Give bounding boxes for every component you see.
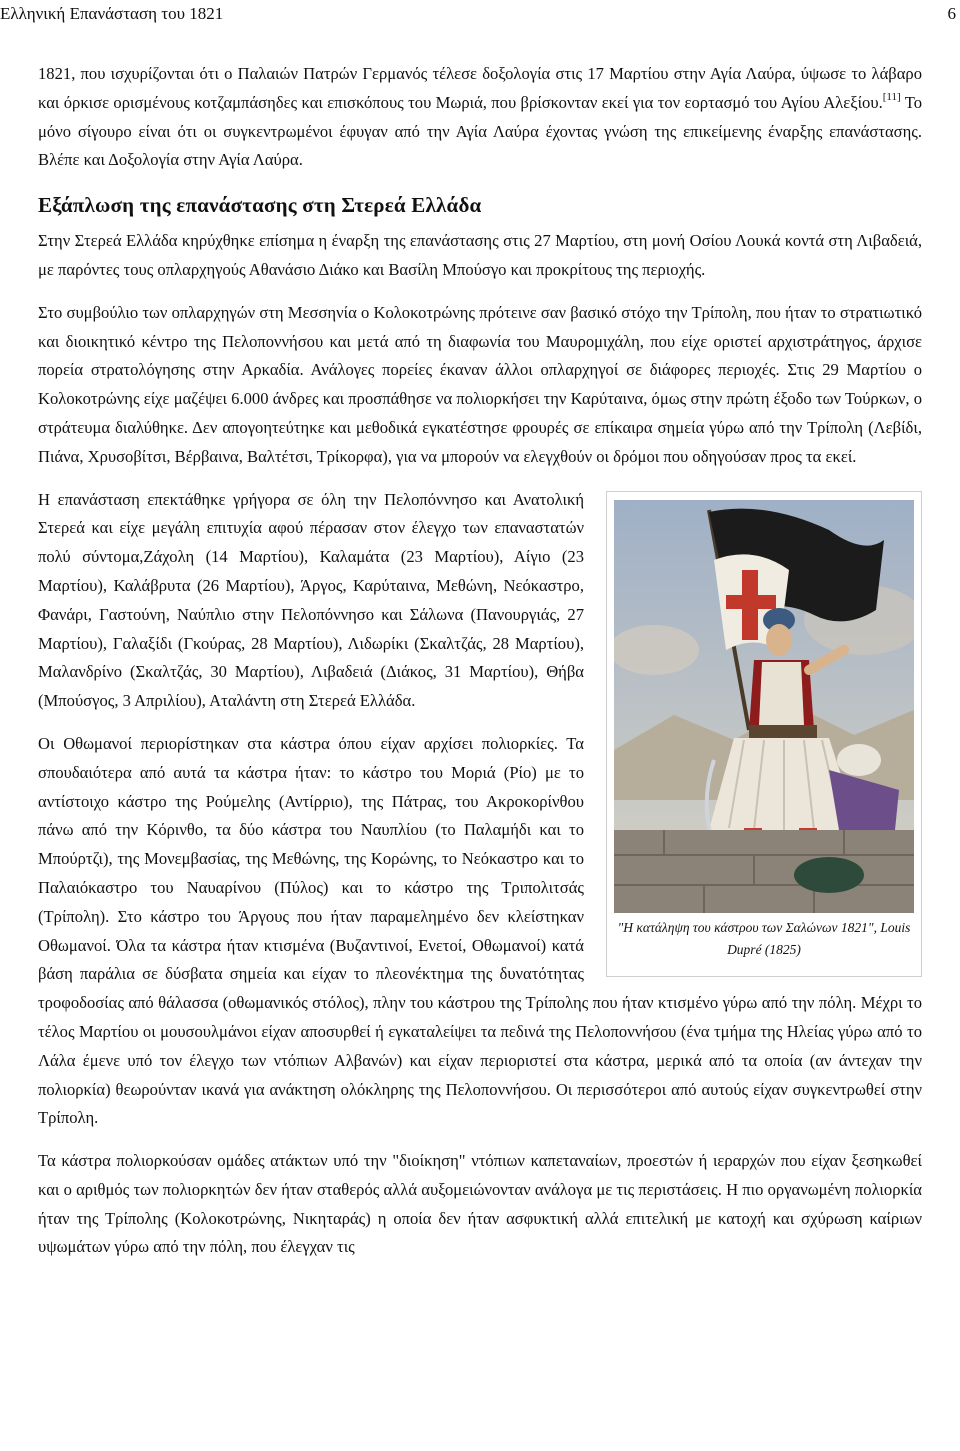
paragraph-castles: Οι Οθωμανοί περιορίστηκαν στα κάστρα όπου είχαν αρχίσει πολιορκίες. Τα σπουδαιότερα από αυτά τα κάστρα ήταν: το κάστρο του Μοριά (Ρίο) με το αντίστοιχο κάστρο της Ρούμελης (Αντίρριο), της Πάτρας, του Ακροκορίνθου πάνω από την Κόρινθο, τα δύο κάστρα του Ναυπλίου (το Παλαμήδι και το Μπούρτζι), της Μονεμβασίας, της Μεθώνης, της Κορώνης, το Νεόκαστρο και το Παλαιόκαστρο του Ναυαρίνου (Πύλος) και το κάστρο της Τριπολιτσάς (Τρίπολη). Στο κάστρο του Άργους που ήταν παραμελημένο δεν κλείστηκαν Οθωμανοί. Όλα τα κάστρα ήταν κτισμένα (Βυζαντινοί, Ενετοί, Οθωμανοί) κατά βάση παράλια σε δύσβατα σημεία και είχαν το πλεονέκτημα της δυνατότητας τροφοδοσίας από θάλασσα (οθωμανικός στόλος), πλην του κάστρου της Τρίπολης που ήταν κτισμένο γύρω από την πόλη. Μέχρι το τέλος Μαρτίου οι μουσουλμάνοι είχαν αποσυρθεί ή εγκαταλείψει τα πεδινά της Πελοποννήσου (ένα τμήμα της Ηλείας γύρω από το Λάλα έμενε υπό τον έλεγχο των ντόπιων Αλβανών) και είχαν περιοριστεί στα κάστρα, μερικά από τα οποία (αν άντεχαν την πολιορκία) θεωρούνταν ικανά για ανάκτηση ολόκληρης της Πελοποννήσου. Οι περισσότεροι από αυτούς είχαν συγκεντρωθεί στην Τρίπολη. (38, 733, 922, 1128)
reference-link[interactable]: [11] (882, 91, 901, 104)
article-body (38, 60, 922, 1276)
page-header (0, 0, 960, 28)
paragraph-sieges: Τα κάστρα πολιορκούσαν ομάδες ατάκτων υπό την "διοίκηση" ντόπιων καπεταναίων, προεστών ή ιεραρχών που είχαν ξεσηκωθεί και ο αριθμός των πολιορκητών δεν ήταν σταθερός αλλά αυξομειώνονταν ανάλογα με τις περιστάσεις. Η πιο οργανωμένη πολιορκία ήταν της Τρίπολης (Κολοκοτρώνης, Νικηταράς) η οποία δεν ήταν ασφυκτική αλλά επιτελική με κατοχή και σχύρωση καίριων υψωμάτων γύρω από την πόλη, που έλεγχαν τις (38, 1151, 922, 1257)
paragraph-council: Στο συμβούλιο των οπλαρχηγών στη Μεσσηνία ο Κολοκοτρώνης πρότεινε σαν βασικό στόχο την Τρίπολη, που ήταν το στρατιωτικό και διοικητικό κέντρο της Πελοποννήσου και μετά από τη διαφωνία του Μαυρομιχάλη, που είχε οριστεί αρχιστράτηγος, άρχισε πορεία στρατολόγησης στην Αρκαδία. Ανάλογες πορείες έκαναν άλλοι οπλαρχηγοί σε διάφορες περιοχές. Στις 29 Μαρτίου ο Κολοκοτρώνης είχε μαζέψει 6.000 άνδρες και προσπάθησε να πολιορκήσει την Καρύταινα, όμως στην πρώτη έξοδο των Τούρκων, ο στράτευμα διαλύθηκε. Δεν απογοητεύτηκε και μεθοδικά εγκατέστησε φρουρές σε επίκαιρα σημεία γύρω από την Τρίπολη (Λεβίδι, Πιάνα, Χρυσοβίτσι, Βέρβαινα, Βαλτέτσι, Τρίκορφα), για να μπορούν να ελεγχθούν οι δρόμοι που οδηγούσαν προς τα εκεί. (38, 302, 922, 466)
page-number: 6 (947, 4, 956, 23)
section-heading: Εξάπλωση της επανάστασης στη Στερεά Ελλάδα (38, 193, 482, 218)
figure (606, 491, 922, 977)
running-title: Ελληνική Επανάσταση του 1821 (0, 4, 224, 23)
paragraph-intro-text-a: 1821, που ισχυρίζονται ότι ο Παλαιών Πατρών Γερμανός τέλεσε δοξολογία στις 17 Μαρτίου στην Αγία Λαύρα, ύψωσε το λάβαρο και όρκισε ορισμένους κοτζαμπάσηδες και επισκόπους του Μωριά, που βρίσκονταν εκεί για τον εορτασμό του Αγίου Αλεξίου. (38, 64, 922, 112)
paragraph-intro-text-b: Το μόνο σίγουρο είναι ότι οι συγκεντρωμένοι έφυγαν από την Αγία Λαύρα έχοντας γνώση της επικείμενης έναρξης επανάστασης. Βλέπε και Δοξολογία στην Αγία Λαύρα. (38, 92, 922, 170)
figure-caption: "Η κατάληψη του κάστρου των Σαλώνων 1821", Louis Dupré (1825) (617, 919, 911, 957)
painting-icon[interactable] (614, 500, 914, 913)
paragraph-intro (38, 60, 922, 175)
paragraph-sterea: Στην Στερεά Ελλάδα κηρύχθηκε επίσημα η έναρξη της επανάστασης στις 27 Μαρτίου, στη μονή Οσίου Λουκά κοντά στη Λιβαδειά, με παρόντες τους οπλαρχηγούς Αθανάσιο Διάκο και Βασίλη Μπούσγο και προκρίτους της περιοχής. (38, 231, 922, 279)
paragraph-expansion: Η επανάσταση επεκτάθηκε γρήγορα σε όλη την Πελοπόννησο και Ανατολική Στερεά και είχε μεγάλη επιτυχία αφού πέρασαν στον έλεγχο των επαναστατών πολύ σύντομα,Ζάχολη (14 Μαρτίου), Καλαμάτα (23 Μαρτίου), Αίγιο (23 Μαρτίου), Καλάβρυτα (26 Μαρτίου), Άργος, Καρύταινα, Μεθώνη, Νεόκαστρο, Φανάρι, Γαστούνη, Ναύπλιο στην Πελοπόννησο και Σάλωνα (Πανουργιάς, 27 Μαρτίου), Γαλαξίδι (Γκούρας, 28 Μαρτίου), Λιδωρίκι (Σκαλτζάς, 28 Μαρτίου), Μαλανδρίνο (Σκαλτζάς, 30 Μαρτίου), Λιβαδειά (Διάκος, 31 Μαρτίου), Θήβα (Μπούσγος, 3 Απριλίου), Αταλάντη στη Στερεά Ελλάδα. (38, 489, 584, 711)
